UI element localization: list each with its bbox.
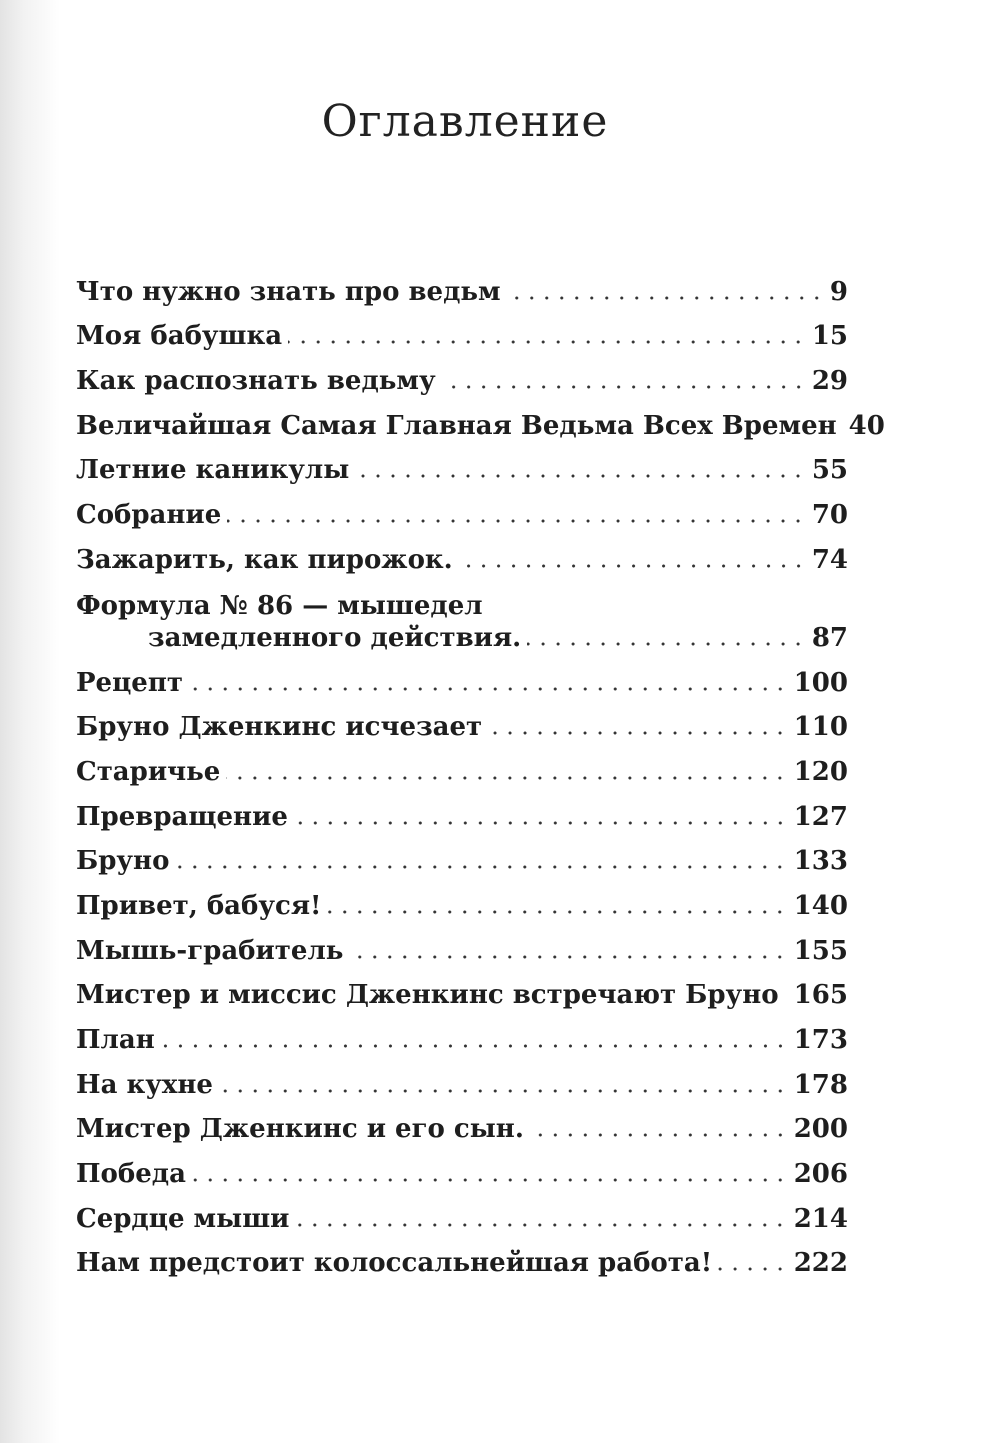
- toc-dot-leader: [530, 1133, 788, 1137]
- toc-entry: [76, 653, 848, 698]
- toc-entry-title: Формула № 86 — мышедел: [76, 590, 483, 621]
- toc-dot-leader: [226, 776, 787, 780]
- toc-entry-title: Как распознать ведьму: [76, 366, 436, 397]
- toc-entry: [76, 1189, 848, 1234]
- toc-entry: [76, 262, 848, 307]
- toc-entry-page: 120: [793, 756, 848, 787]
- toc-entry: [76, 832, 848, 877]
- toc-dot-leader: [785, 999, 788, 1003]
- toc-dot-leader: [718, 1267, 788, 1271]
- toc-entry-page: 173: [793, 1025, 848, 1055]
- toc-dot-leader: [295, 1223, 787, 1227]
- toc-entry-page: 9: [829, 276, 848, 307]
- toc-entry-page: 55: [811, 455, 848, 486]
- toc-entry-page: 40: [848, 410, 885, 441]
- toc-entry: [76, 441, 848, 486]
- toc-dot-leader: [192, 1178, 788, 1182]
- toc-entry-page: 74: [811, 544, 848, 575]
- toc-entry-title: Зажарить, как пирожок.: [76, 544, 453, 575]
- toc-dot-leader: [442, 385, 806, 389]
- toc-dot-leader: [459, 564, 806, 568]
- toc-entry-title: Бруно Дженкинс исчезает: [76, 712, 483, 743]
- toc-entry: [76, 1234, 848, 1279]
- toc-entry-page: 200: [793, 1114, 848, 1145]
- toc-entry-title: Бруно: [76, 846, 170, 877]
- toc-entry-title: Мистер и миссис Дженкинс встречают Бруно: [76, 980, 779, 1011]
- toc-entry: [76, 1100, 848, 1145]
- toc-dot-leader: [349, 955, 787, 959]
- toc-entry-page: 222: [793, 1248, 848, 1279]
- toc-dot-leader: [189, 687, 788, 691]
- toc-entry: [76, 966, 848, 1011]
- toc-dot-leader: [288, 340, 806, 344]
- toc-entry-page: 165: [793, 980, 848, 1011]
- toc-dot-leader: [355, 474, 806, 478]
- toc-entry: [76, 698, 848, 743]
- toc-entry: [76, 530, 848, 575]
- toc-dot-leader: [327, 910, 787, 914]
- toc-entry: [76, 307, 848, 352]
- toc-entry-title: Сердце мыши: [76, 1203, 290, 1234]
- page-gutter-shadow: [0, 0, 60, 1443]
- toc-entry: [76, 1144, 848, 1189]
- toc-entry: [76, 575, 848, 653]
- toc-entry-page: 87: [811, 622, 848, 653]
- page-title: Оглавление: [321, 96, 609, 147]
- toc-dot-leader: [294, 821, 788, 825]
- toc-entry: [76, 921, 848, 966]
- toc-entry-page: 214: [793, 1203, 848, 1234]
- toc-entry-title: Что нужно знать про ведьм: [76, 276, 501, 307]
- toc-entry-page: 133: [793, 846, 848, 877]
- toc-entry-title: Превращение: [76, 801, 288, 832]
- toc-entry-page: 155: [793, 935, 848, 966]
- toc-entry-title: Рецепт: [76, 667, 183, 698]
- toc-entry-title: На кухне: [76, 1069, 213, 1100]
- toc-entry: [76, 1010, 848, 1055]
- table-of-contents: [76, 262, 885, 1279]
- toc-dot-leader: [175, 865, 787, 869]
- toc-entry-page: 140: [793, 890, 848, 921]
- toc-entry-title: Величайшая Самая Главная Ведьма Всех Времен: [76, 410, 837, 441]
- toc-entry-page: 127: [793, 801, 848, 832]
- toc-entry: [76, 485, 848, 530]
- toc-entry-title: Мистер Дженкинс и его сын.: [76, 1114, 524, 1145]
- toc-dot-leader: [219, 1089, 788, 1093]
- toc-entry-title: Старичье: [76, 756, 221, 787]
- toc-dot-leader: [488, 731, 788, 735]
- toc-entry-title: Победа: [76, 1159, 186, 1190]
- toc-entry-title: Моя бабушка: [76, 321, 283, 352]
- toc-entry: [76, 742, 848, 787]
- toc-dot-leader: [527, 642, 806, 646]
- toc-entry-page: 70: [811, 500, 848, 531]
- toc-entry-title: Летние каникулы: [76, 455, 350, 486]
- toc-entry-continuation: [76, 623, 848, 653]
- toc-entry: [76, 396, 885, 441]
- toc-entry-title: Нам предстоит колоссальнейшая работа!: [76, 1248, 713, 1279]
- toc-dot-leader: [161, 1044, 788, 1048]
- toc-dot-leader: [507, 296, 824, 300]
- toc-entry-title: План: [76, 1025, 155, 1055]
- toc-entry-page: 29: [811, 366, 848, 397]
- toc-entry-page: 206: [793, 1159, 848, 1190]
- toc-entry-title: Собрание: [76, 500, 222, 531]
- toc-entry-title: Мышь-грабитель: [76, 935, 344, 966]
- toc-entry: [76, 876, 848, 921]
- toc-dot-leader: [227, 519, 806, 523]
- toc-entry-page: 110: [793, 712, 848, 743]
- toc-entry: [76, 1055, 848, 1100]
- toc-entry-page: 15: [811, 321, 848, 352]
- toc-entry-title-continued: замедленного действия.: [148, 622, 522, 653]
- toc-entry-page: 100: [793, 667, 848, 698]
- toc-entry: [76, 787, 848, 832]
- toc-entry: [76, 351, 848, 396]
- toc-entry-page: 178: [793, 1069, 848, 1100]
- toc-entry-title: Привет, бабуся!: [76, 890, 322, 921]
